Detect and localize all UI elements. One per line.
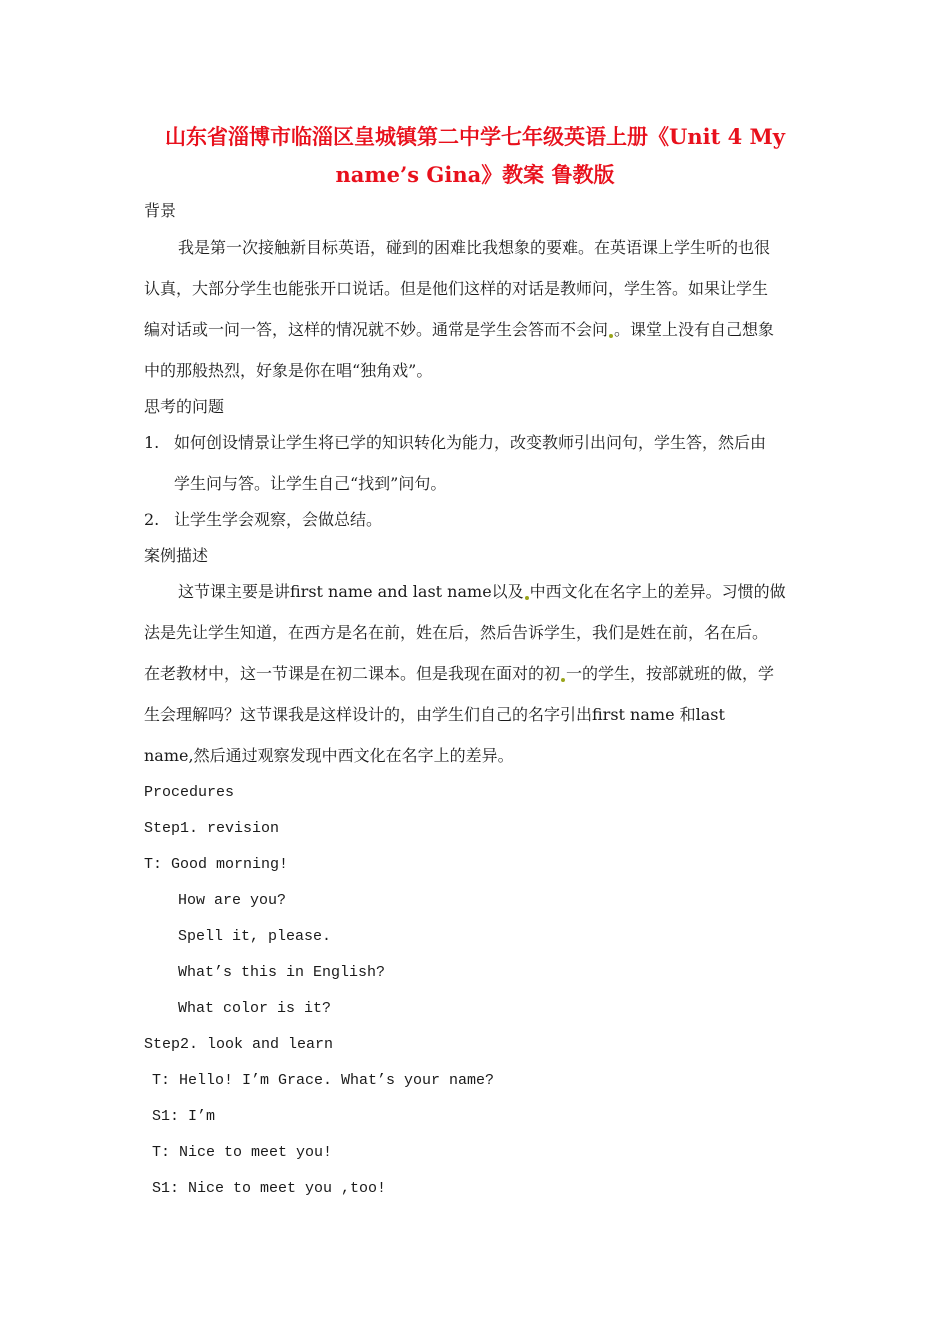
background-heading: 背景 (144, 201, 177, 220)
question-1-line-1: 如何创设情景让学生将已学的知识转化为能力，改变教师引出问句，学生答，然后由 (174, 433, 767, 452)
dialogue-line-4: S1: Nice to meet you ,too! (152, 1180, 387, 1197)
case-p1-part-b: 中西文化在名字上的差异。习惯的做 (529, 582, 786, 601)
teacher-line-5: What color is it? (178, 1000, 332, 1017)
case-p1-part-a: 这节课主要是讲first name and last name以及 (178, 582, 524, 601)
question-2-line-1: 让学生学会观察，会做总结。 (174, 510, 383, 529)
teacher-line-3: Spell it, please. (178, 928, 332, 945)
background-paragraph-line-2: 认真，大部分学生也能张开口说话。但是他们这样的对话是教师问，学生答。如果让学生 (144, 279, 769, 298)
dialogue-line-2: S1: I’m (152, 1108, 216, 1125)
question-1-number: 1. (144, 433, 160, 452)
question-1-line-2: 学生问与答。让学生自己“找到”问句。 (174, 474, 447, 493)
title-line-2: name’s Gina》教案 鲁教版 (335, 162, 615, 187)
background-paragraph-line-4: 中的那般热烈，好象是你在唱“独角戏”。 (144, 361, 433, 380)
case-paragraph-line-5: name,然后通过观察发现中西文化在名字上的差异。 (144, 746, 514, 765)
marker-dot (525, 596, 529, 600)
dialogue-line-1: T: Hello! I’m Grace. What’s your name? (152, 1072, 495, 1089)
procedures-heading: Procedures (144, 784, 235, 801)
step-1-heading: Step1. revision (144, 820, 280, 837)
teacher-line-4: What’s this in English? (178, 964, 386, 981)
teacher-line-2: How are you? (178, 892, 287, 909)
document-title (140, 118, 810, 194)
case-paragraph-line-4: 生会理解吗？这节课我是这样设计的，由学生们自己的名字引出first name 和last (144, 705, 725, 724)
questions-heading: 思考的问题 (144, 397, 225, 416)
marker-dot (561, 678, 565, 682)
background-p3-part-a: 编对话或一问一答，这样的情况就不妙。通常是学生会答而不会问 (144, 320, 609, 339)
background-paragraph-line-3 (144, 320, 774, 340)
case-paragraph-line-3 (144, 664, 774, 684)
case-paragraph-line-1 (178, 582, 786, 602)
question-2-number: 2. (144, 510, 160, 529)
teacher-line-1: T: Good morning! (144, 856, 289, 873)
background-p3-part-b: 。课堂上没有自己想象 (614, 320, 775, 339)
case-p3-part-a: 在老教材中，这一节课是在初二课本。但是我现在面对的初 (144, 664, 561, 683)
marker-dot (609, 334, 613, 338)
background-paragraph-line-1: 我是第一次接触新目标英语，碰到的困难比我想象的要难。在英语课上学生听的也很 (178, 238, 771, 257)
title-line-1: 山东省淄博市临淄区皇城镇第二中学七年级英语上册《Unit 4 My (165, 124, 785, 149)
case-heading: 案例描述 (144, 546, 209, 565)
case-paragraph-line-2: 法是先让学生知道，在西方是名在前，姓在后，然后告诉学生，我们是姓在前，名在后。 (144, 623, 769, 642)
case-p3-part-b: 一的学生，按部就班的做，学 (566, 664, 775, 683)
dialogue-line-3: T: Nice to meet you! (152, 1144, 333, 1161)
step-2-heading: Step2. look and learn (144, 1036, 334, 1053)
